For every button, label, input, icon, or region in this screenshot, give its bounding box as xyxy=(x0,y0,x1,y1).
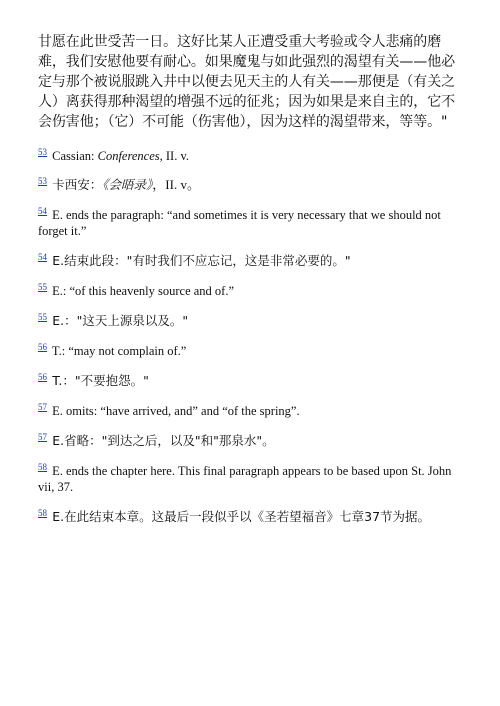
footnote-text: E. omits: “have arrived, and” and “of the spring”. xyxy=(52,404,300,418)
footnote-ref-link[interactable]: 58 xyxy=(38,507,47,518)
footnote-56-zh xyxy=(38,373,458,389)
footnote-ref-link[interactable]: 56 xyxy=(38,371,47,382)
footnote-text-tail: ，II. v。 xyxy=(152,177,200,192)
footnote-54-en xyxy=(38,207,458,239)
footnote-58-en xyxy=(38,463,458,495)
footnote-53-zh xyxy=(38,177,458,193)
footnote-text-tail: II. v. xyxy=(162,149,190,163)
footnote-text: E.: “of this heavenly source and of.” xyxy=(52,284,235,298)
footnote-ref-link[interactable]: 55 xyxy=(38,281,47,292)
footnote-53-en xyxy=(38,148,458,164)
footnote-text: E. ends the paragraph: “and sometimes it is very necessary that we should not forget it.” xyxy=(38,208,441,238)
footnote-ref-link[interactable]: 54 xyxy=(38,251,47,262)
document-page xyxy=(38,32,458,525)
footnote-54-zh xyxy=(38,253,458,269)
footnote-text: T.: “may not complain of.” xyxy=(51,344,187,358)
footnote-ref-link[interactable]: 58 xyxy=(38,461,47,472)
footnote-58-zh xyxy=(38,509,458,525)
footnote-55-en xyxy=(38,283,458,299)
footnote-text: 卡西安： xyxy=(52,177,103,192)
footnote-55-zh xyxy=(38,313,458,329)
footnote-ref-link[interactable]: 53 xyxy=(38,175,47,186)
footnote-56-en xyxy=(38,343,458,359)
footnote-57-en xyxy=(38,403,458,419)
footnote-ref-link[interactable]: 56 xyxy=(38,341,47,352)
footnote-ref-link[interactable]: 57 xyxy=(38,431,47,442)
footnote-ref-link[interactable]: 57 xyxy=(38,401,47,412)
footnote-text: T.："不要抱怨。" xyxy=(52,373,149,388)
footnote-57-zh xyxy=(38,433,458,449)
footnote-text: E.省略："到达之后，以及"和"那泉水"。 xyxy=(52,433,275,448)
footnote-text: Cassian: xyxy=(52,149,98,163)
footnote-title: 《会晤录》 xyxy=(102,177,153,192)
footnote-text: E.在此结束本章。这最后一段似乎以《圣若望福音》七章37节为据。 xyxy=(52,509,431,524)
footnote-ref-link[interactable]: 53 xyxy=(38,146,47,157)
footnote-text: E.结束此段："有时我们不应忘记，这是非常必要的。" xyxy=(52,253,351,268)
footnote-text: E. ends the chapter here. This final paragraph appears to be based upon St. John vii, 37. xyxy=(38,464,452,494)
footnote-title: Conferences, xyxy=(97,149,163,163)
footnote-text: E.："这天上源泉以及。" xyxy=(52,313,189,328)
footnote-ref-link[interactable]: 55 xyxy=(38,311,47,322)
intro-paragraph: 甘愿在此世受苦一日。这好比某人正遭受重大考验或令人悲痛的磨难，我们安慰他要有耐心。如果魔鬼与如此强烈的渴望有关——他必定与那个被说服跳入井中以便去见天主的人有关——那便是（有关之人）离获得那种渴望的增强不远的征兆；因为如果是来自主的，它不会伤害他；（它）不可能（伤害他），因为这样的渴望带来，等等。" xyxy=(38,34,455,130)
footnote-ref-link[interactable]: 54 xyxy=(38,205,47,216)
